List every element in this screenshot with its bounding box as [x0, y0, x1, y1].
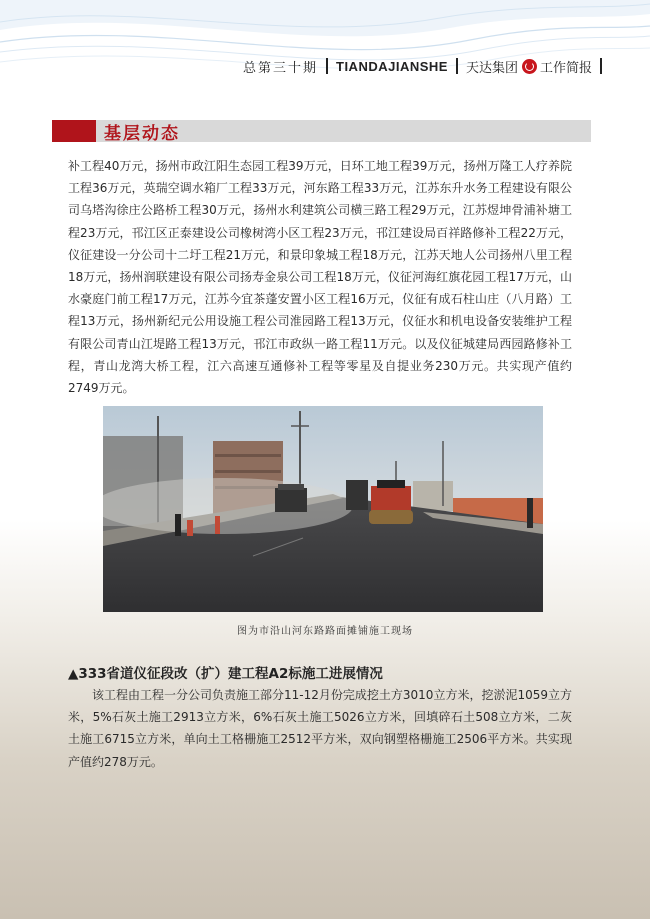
header-wave-decoration	[0, 0, 650, 100]
body-paragraph: 补工程40万元，扬州市政江阳生态园工程39万元，日环工地工程39万元，扬州万隆工人疗养院工程36万元，英瑞空调水箱厂工程33万元，河东路工程33万元，江苏东升水务工程建设有限公司乌塔沟徐庄公路桥工程30万元，扬州水利建筑公司横三路工程29万元，江苏煜坤骨浦补塘工程23万元，邗江区正泰建设公司橡树湾小区工程23万元，邗江建设局百祥路修补工程22万元，仪征建设一分公司十二圩工程21万元，和景印象城工程18万元，江苏天地人公司扬州八里工程18万元，扬州润联建设有限公司扬寿金泉公司工程18万元，仪征河海红旗花园工程17万元，山水豪庭门前工程17万元，江苏今宜茶蓬安置小区工程16万元，仪征有成石柱山庄（八月路）工程13万元，扬州新纪元公用设施工程公司淮园路工程13万元，仪征水和机电设备安装维护工程有限公司青山江堤路工程13万元，邗江市政纵一路工程11万元。以及仪征城建局西园路修补工程，青山龙湾大桥工程，江六高速互通修补工程等零星及自提业务230万元。共实现产值约2749万元。	[68, 159, 572, 396]
section-title-bar	[52, 120, 591, 142]
header-separator	[326, 58, 328, 74]
tianda-logo-icon	[522, 59, 537, 74]
page-header	[243, 56, 610, 76]
section-title: 基层动态	[104, 123, 180, 144]
header-separator	[600, 58, 602, 74]
issue-number: 总第三十期	[242, 60, 318, 76]
road-paving-illustration	[103, 406, 543, 612]
company-name: 天达集团	[465, 60, 518, 76]
section-accent-block	[52, 120, 96, 142]
subsection-heading: ▲333省道仪征段改（扩）建工程A2标施工进展情况	[68, 666, 383, 682]
briefing-title: 工作简报	[539, 60, 592, 76]
brand-name: TIANDAJIANSHE	[336, 58, 448, 74]
header-separator	[456, 58, 458, 74]
construction-photo	[103, 406, 543, 612]
photo-caption: 图为市沿山河东路路面摊铺施工现场	[237, 626, 413, 637]
body-paragraph: 该工程由工程一分公司负责施工部分11-12月份完成挖土方3010立方米，挖淤泥1059立方米，5%石灰土施工2913立方米，6%石灰土施工5026立方米，回填碎石土508立方米，二灰土施工6715立方米，单向土工格栅施工2512平方米，双向钢塑格栅施工2506平方米。共实现产值约278万元。	[68, 688, 572, 769]
